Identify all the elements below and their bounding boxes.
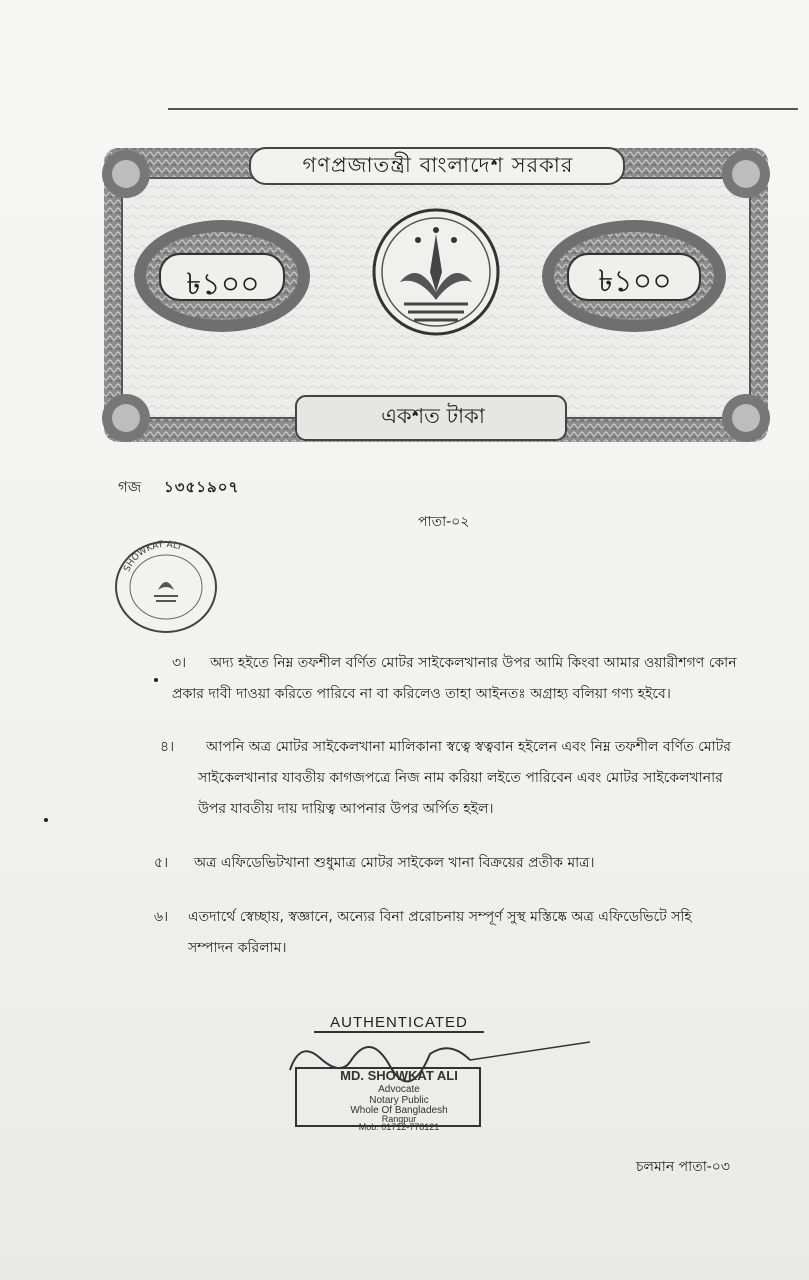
paragraph-5-line-1: অত্র এফিডেভিটখানা শুধুমাত্র মোটর সাইকেল খানা বিক্রয়ের প্রতীক মাত্র। — [194, 855, 595, 871]
paragraph-3 — [172, 648, 762, 710]
ink-dot — [44, 818, 48, 822]
stamp-serial — [118, 476, 239, 501]
paragraph-5 — [154, 848, 754, 879]
svg-text:SHOWKAT ALI — [122, 540, 182, 574]
paragraph-6-line-2: সম্পাদন করিলাম। — [188, 940, 287, 956]
paragraph-3-line-1: অদ্য হইতে নিম্ন তফশীল বর্ণিত মোটর সাইকেলখানার উপর আমি কিংবা আমার ওয়ারীশগণ কোন — [210, 655, 737, 671]
paragraph-6-number: ৬। — [154, 909, 169, 925]
paragraph-6-line-1: এতদার্থে স্বেচ্ছায়, স্বজ্ঞানে, অন্যের বিনা প্ররোচনায় সম্পূর্ণ সুস্থ মস্তিষ্কে অত্র এফিডেভিটে সহি — [188, 909, 692, 925]
notary-phone: Mob: 01712-778121 — [358, 1122, 440, 1132]
serial-number: ১৩৫১৯০৭ — [164, 478, 240, 496]
seal-text: SHOWKAT ALI — [122, 539, 183, 574]
ink-dot — [154, 678, 158, 682]
notary-public: Notary Public — [369, 1095, 429, 1106]
authenticated-label: AUTHENTICATED — [314, 1014, 484, 1033]
paragraph-3-line-2: প্রকার দাবী দাওয়া করিতে পারিবে না বা করিলেও তাহা আইনতঃ অগ্রাহ্য বলিয়া গণ্য হইবে। — [172, 686, 671, 702]
paragraph-4-number: ৪। — [160, 739, 175, 755]
notary-jurisdiction: Whole Of Bangladesh — [350, 1105, 448, 1116]
advocate-seal — [112, 538, 220, 636]
paragraph-4-line-1: আপনি অত্র মোটর সাইকেলখানা মালিকানা স্বত্বে স্বত্ববান হইলেন এবং নিম্ন তফশীল বর্ণিত মোটর — [206, 739, 731, 755]
continued-page-label: চলমান পাতা-০৩ — [636, 1159, 731, 1175]
paragraph-6 — [154, 902, 774, 964]
paragraph-4-line-2: সাইকেলখানার যাবতীয় কাগজপত্রে নিজ নাম করিয়া লইতে পারিবেন এবং মোটর সাইকেলখানার — [198, 770, 723, 786]
serial-label: গজ — [118, 478, 142, 496]
stamp-amount-right: ৳১০০ — [598, 263, 672, 299]
paragraph-4 — [160, 732, 772, 825]
notary-city: Rangpur — [381, 1114, 417, 1124]
top-rule — [168, 108, 798, 110]
stamp-title: গণপ্রজাতন্ত্রী বাংলাদেশ সরকার — [302, 152, 574, 177]
paragraph-3-number: ৩। — [172, 655, 187, 671]
notary-name: MD. SHOWKAT ALI — [340, 1068, 458, 1083]
notary-title: Advocate — [378, 1084, 420, 1095]
notary-stamp — [290, 1010, 500, 1132]
stamp-amount-words: একশত টাকা — [381, 403, 485, 428]
paragraph-5-number: ৫। — [154, 855, 169, 871]
stamp-amount-left: ৳১০০ — [186, 266, 260, 302]
page-label: পাতা-০২ — [418, 514, 470, 530]
paragraph-4-line-3: উপর যাবতীয় দায় দায়িত্ব আপনার উপর অর্পিত হইল। — [198, 801, 494, 817]
